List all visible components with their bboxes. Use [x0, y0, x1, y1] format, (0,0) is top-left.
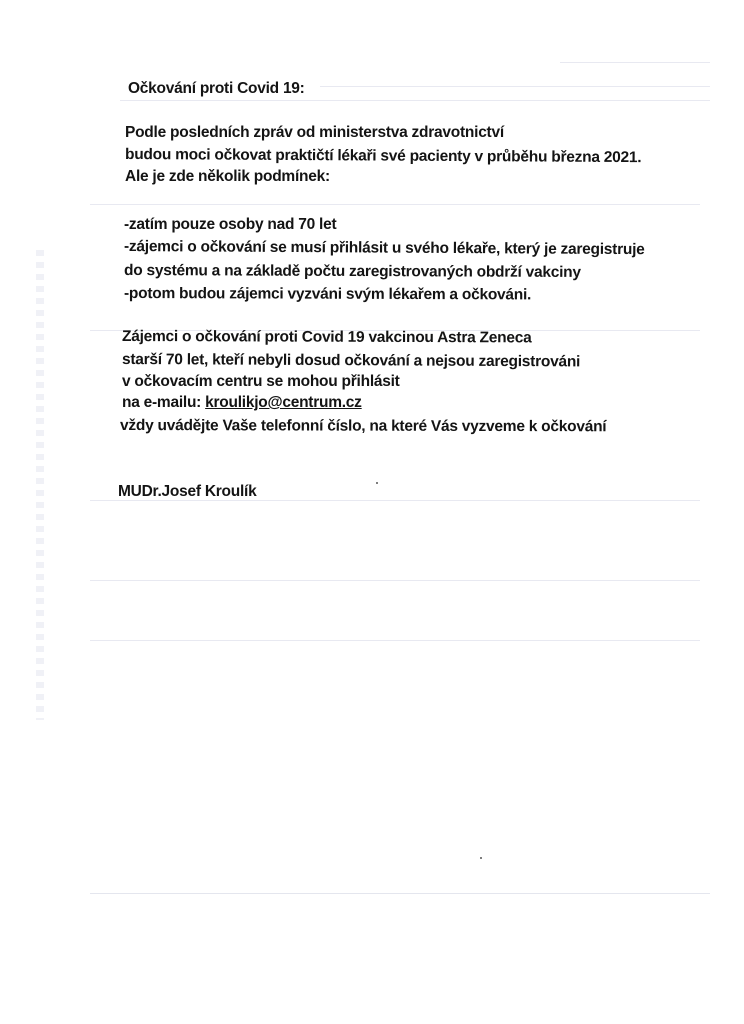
condition-line: -zatím pouze osoby nad 70 let — [124, 216, 337, 233]
bleed-through-line — [90, 580, 700, 581]
email-label: na e-mailu: — [122, 394, 206, 411]
scan-speck — [376, 482, 378, 484]
condition-line: -zájemci o očkování se musí přihlásit u svého lékaře, který je zaregistruje — [123, 238, 645, 259]
email-line — [122, 394, 362, 412]
scan-speck — [480, 857, 482, 859]
phone-note: vždy uvádějte Vaše telefonní číslo, na které Vás vyzveme k očkování — [119, 417, 607, 436]
notice-line: v očkovacím centru se mohou přihlásit — [122, 373, 400, 390]
intro-line: Ale je zde několik podmínek: — [125, 168, 330, 185]
signature: MUDr.Josef Kroulík — [118, 483, 257, 500]
bleed-through-line — [90, 204, 700, 205]
bleed-through-line — [120, 100, 710, 101]
bleed-through-line — [560, 62, 710, 63]
page-divider — [90, 893, 710, 894]
intro-line: budou moci očkovat praktičtí lékaři své pacienty v průběhu března 2021. — [124, 146, 642, 167]
bleed-through-line — [320, 86, 710, 87]
scan-edge-artifact — [36, 250, 44, 720]
email-link[interactable]: kroulikjo@centrum.cz — [205, 394, 362, 411]
notice-line: Zájemci o očkování proti Covid 19 vakcinou Astra Zeneca — [121, 328, 532, 347]
condition-line: -potom budou zájemci vyzváni svým lékařem a očkováni. — [123, 285, 532, 304]
bleed-through-line — [90, 640, 700, 641]
document-heading: Očkování proti Covid 19: — [128, 80, 305, 97]
notice-line: starší 70 let, kteří nebyli dosud očkování a nejsou zaregistrováni — [121, 351, 581, 371]
condition-line: do systému a na základě počtu zaregistrovaných obdrží vakciny — [123, 262, 581, 281]
intro-line: Podle posledních zpráv od ministerstva zdravotnictví — [125, 124, 504, 141]
